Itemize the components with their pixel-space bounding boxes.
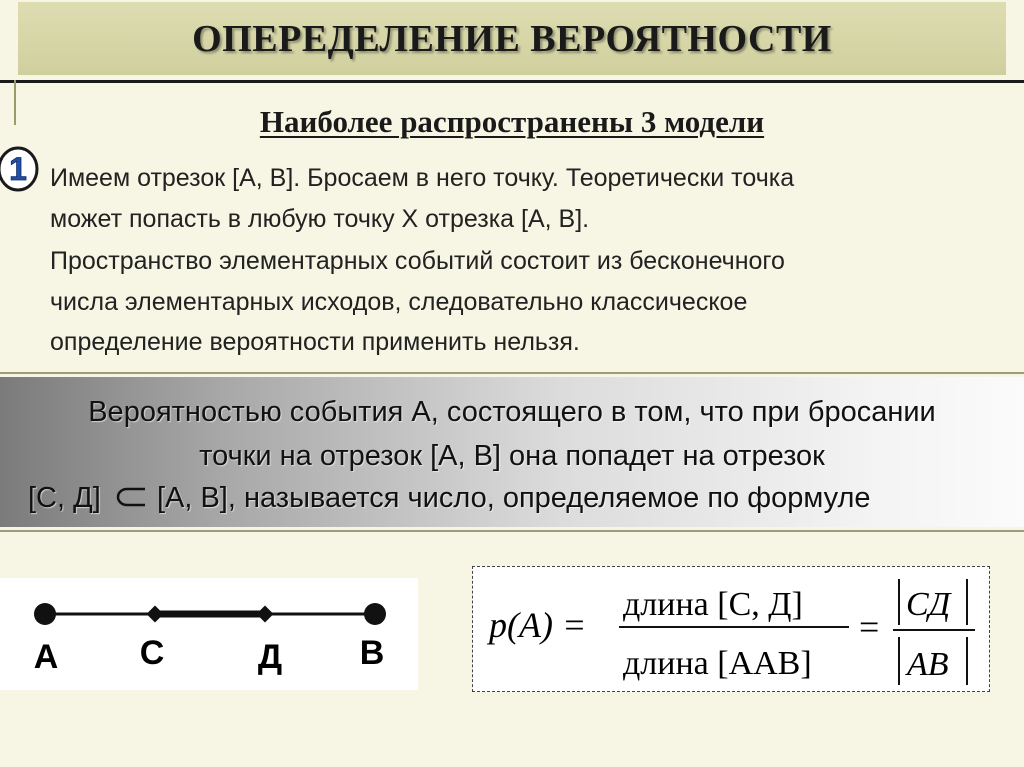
formula-equals: = — [859, 607, 880, 647]
formula-abs-numerator: СД — [906, 586, 951, 623]
point-b — [364, 603, 386, 625]
paragraph-line-4: числа элементарных исходов, следовательно классическое — [50, 288, 748, 316]
badge-number: 1 — [9, 151, 27, 187]
point-d — [257, 606, 274, 623]
definition-line-1: Вероятностью события А, состоящего в том, что при бросании — [88, 396, 936, 428]
paragraph-line-1: Имеем отрезок [А, В]. Бросаем в него точку. Теоретически точка — [50, 164, 795, 192]
title-divider — [0, 80, 1024, 83]
formula-denominator: длина [ААВ] — [623, 645, 812, 682]
band-bottom-line — [0, 530, 1024, 532]
paragraph-line-5: определение вероятности применить нельзя. — [50, 328, 580, 356]
label-b: В — [359, 634, 385, 672]
page-title: ОПЕРЕДЕЛЕНИЕ ВЕРОЯТНОСТИ — [192, 17, 832, 60]
segment-diagram — [0, 578, 418, 690]
formula-abs-denominator: AB — [907, 646, 949, 683]
subset-icon — [109, 483, 149, 516]
number-badge-icon — [0, 146, 40, 192]
paragraph-line-2: может попасть в любую точку Х отрезка [А, В]. — [50, 205, 590, 233]
paragraph-line-3: Пространство элементарных событий состоит из бесконечного — [50, 247, 785, 275]
definition-line-3-rest: [А, В], называется число, определяемое по формуле — [156, 482, 871, 514]
definition-line-2: точки на отрезок [А, В] она попадет на отрезок — [199, 440, 825, 472]
definition-segment-cd: [С, Д] — [28, 482, 101, 514]
point-c — [147, 606, 164, 623]
band-top-line — [0, 372, 1024, 374]
label-c: С — [139, 634, 165, 672]
subtitle: Наиболее распространены 3 модели — [259, 104, 765, 139]
title-bar — [18, 2, 1006, 75]
label-d: Д — [257, 638, 283, 676]
label-a: А — [33, 638, 59, 676]
formula-lhs: p(A) = — [489, 605, 587, 645]
formula-box — [472, 566, 990, 692]
definition-line-3 — [28, 482, 871, 516]
formula-numerator: длина [С, Д] — [623, 586, 803, 623]
point-a — [34, 603, 56, 625]
